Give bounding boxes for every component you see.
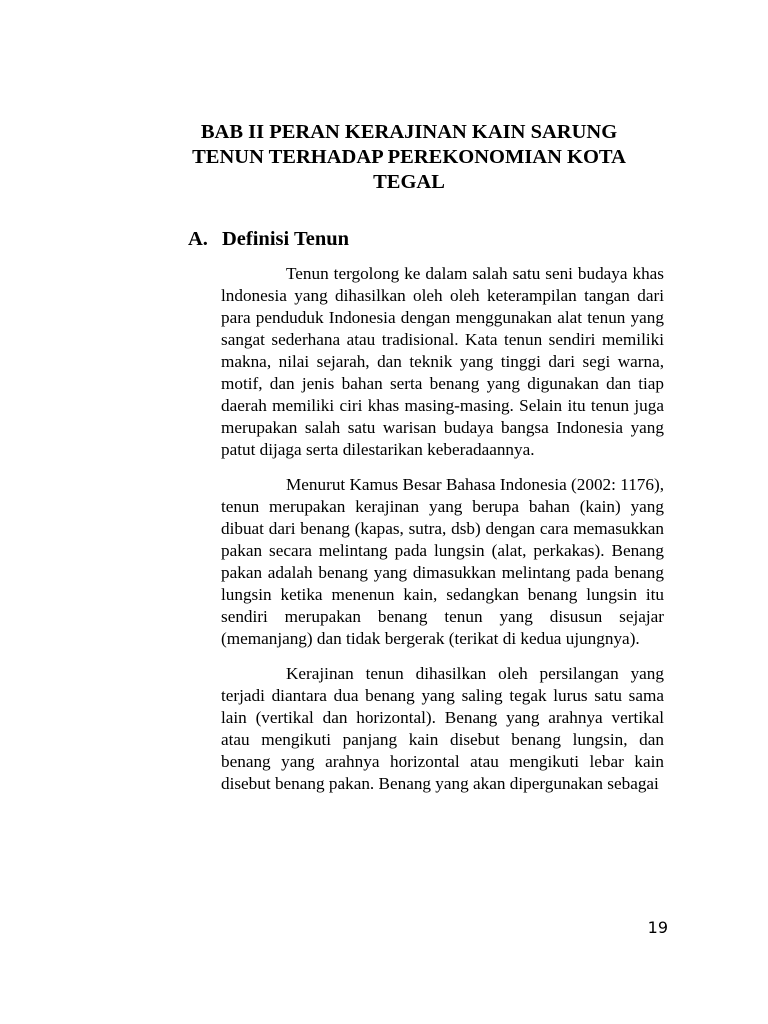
section-title: Definisi Tenun bbox=[222, 228, 350, 250]
chapter-title-line: TEGAL bbox=[373, 171, 445, 193]
section-letter: A. bbox=[188, 228, 208, 250]
page-number: 19 bbox=[647, 918, 668, 937]
paragraph: Kerajinan tenun dihasilkan oleh persilangan yang terjadi diantara dua benang yang saling tegak lurus satu sama lain (vertikal dan horizontal). Benang yang arahnya vertikal atau mengikuti panjang kain disebut benang lungsin, dan benang yang arahnya horizontal atau mengikuti lebar kain disebut benang pakan. Benang yang akan dipergunakan sebagai bbox=[221, 664, 664, 793]
paragraph: Menurut Kamus Besar Bahasa Indonesia (2002: 1176), tenun merupakan kerajinan yang berupa bahan (kain) yang dibuat dari benang (kapas, sutra, dsb) dengan cara memasukkan pakan secara melintang pada lungsin (alat, perkakas). Benang pakan adalah benang yang dimasukkan melintang pada benang lungsin ketika menenun kain, sedangkan benang lungsin itu sendiri merupakan benang tenun yang disusun sejajar (memanjang) dan tidak bergerak (terikat di kedua ujungnya). bbox=[221, 475, 664, 648]
chapter-title-line: TENUN TERHADAP PEREKONOMIAN KOTA bbox=[192, 146, 626, 168]
section-heading bbox=[188, 227, 349, 252]
chapter-title bbox=[150, 120, 668, 195]
chapter-title-line: BAB II PERAN KERAJINAN KAIN SARUNG bbox=[200, 121, 618, 143]
body-text bbox=[221, 263, 664, 808]
paragraph: Tenun tergolong ke dalam salah satu seni budaya khas lndonesia yang dihasilkan oleh oleh keterampilan tangan dari para penduduk Indonesia dengan menggunakan alat tenun yang sangat sederhana atau tradisional. Kata tenun sendiri memiliki makna, nilai sejarah, dan teknik yang tinggi dari segi warna, motif, dan jenis bahan serta benang yang digunakan dan tiap daerah memiliki ciri khas masing-masing. Selain itu tenun juga merupakan salah satu warisan budaya bangsa Indonesia yang patut dijaga serta dilestarikan keberadaannya. bbox=[221, 264, 664, 459]
